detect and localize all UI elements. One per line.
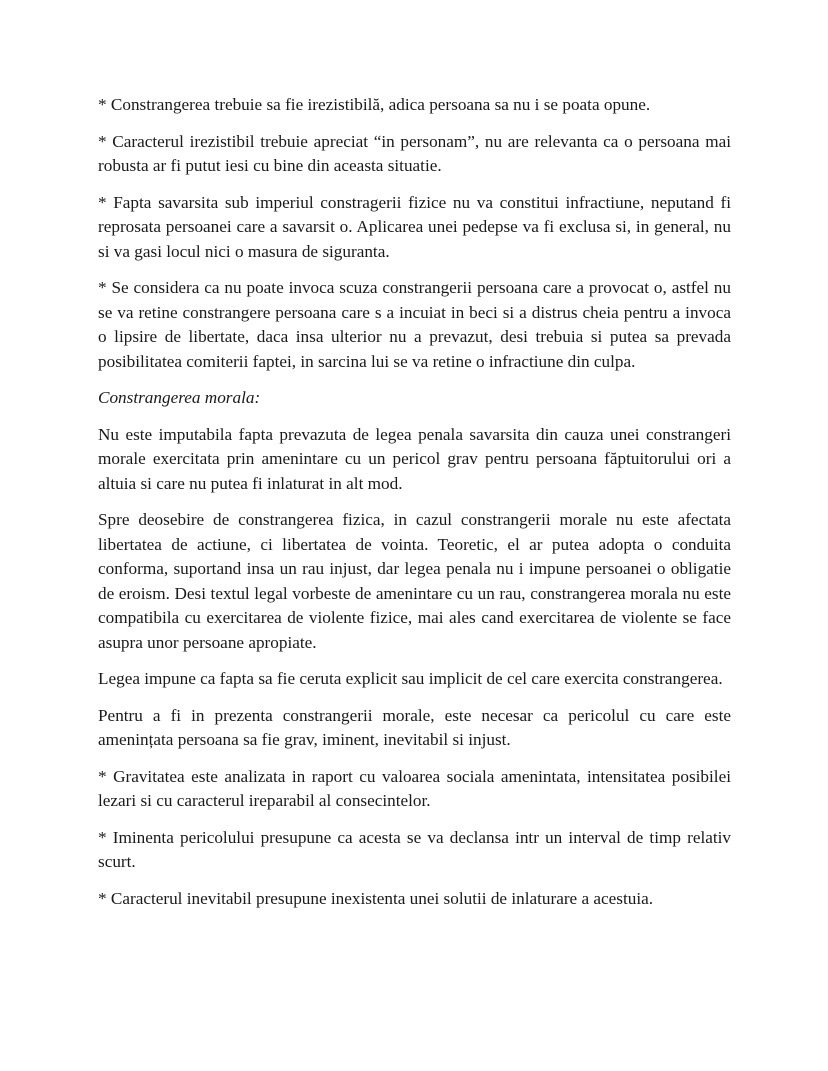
paragraph-in-personam: * Caracterul irezistibil trebuie apreciat “in personam”, nu are relevanta ca o persoana mai robusta ar fi putut iesi cu bine din aceasta situatie. (98, 131, 731, 175)
paragraph-deosebire: Spre deosebire de constrangerea fizica, in cazul constrangerii morale nu este afectata libertatea de actiune, ci libertatea de vointa. Teoretic, el ar putea adopta o conduita conforma, suportand insa un rau injust, dar legea penala nu i impune persoanei o obligatie de eroism. Desi textul legal vorbeste de amenintare cu un rau, constrangerea morala nu este compatibila cu exercitarea de violente fizice, mai ales cand exercitarea de violente se face asupra unor persoane apropiate. (98, 510, 731, 652)
paragraph-gravitatea: * Gravitatea este analizata in raport cu valoarea sociala amenintata, intensitatea posibilei lezari si cu caracterul ireparabil al consecintelor. (98, 766, 731, 810)
paragraph-scuza-constrangerii: * Se considera ca nu poate invoca scuza constrangerii persoana care a provocat o, astfel nu se va retine constrangere persoana care s a incuiat in beci si a distrus cheia pentru a invoca o lipsire de libertate, daca insa ulterior nu a prevazut, desi trebuia si putea sa prevada posibilitatea comiterii faptei, in sarcina lui se va retine o infractiune din culpa. (98, 278, 731, 371)
paragraph-inevitabil: * Caracterul inevitabil presupune inexistenta unei solutii de inlaturare a acestuia. (98, 888, 654, 908)
paragraph-legea-impune: Legea impune ca fapta sa fie ceruta explicit sau implicit de cel care exercita constrangerea. (98, 669, 723, 688)
paragraph-fapta-savarsita: * Fapta savarsita sub imperiul constragerii fizice nu va constitui infractiune, neputand fi reprosata persoanei care a savarsit o. Aplicarea unei pedepse va fi exclusa si, in general, nu si va gasi locul nici o masura de siguranta. (98, 192, 731, 261)
paragraph-iminenta: * Iminenta pericolului presupune ca acesta se va declansa intr un interval de timp relativ scurt. (98, 827, 731, 871)
paragraph-conditii-pericol: Pentru a fi in prezenta constrangerii morale, este necesar ca pericolul cu care este amenințata persoana sa fie grav, iminent, inevitabil si injust. (98, 705, 731, 749)
section-heading-constrangerea-morala: Constrangerea morala: (98, 388, 261, 407)
paragraph-irezistibila: * Constrangerea trebuie sa fie irezistibilă, adica persoana sa nu i se poata opune. (98, 95, 651, 114)
paragraph-definitie: Nu este imputabila fapta prevazuta de legea penala savarsita din cauza unei constrangeri morale exercitata prin amenintare cu un pericol grav pentru persoana făptuitorului ori a altuia si care nu putea fi inlaturat in alt mod. (98, 424, 731, 493)
document-page (98, 93, 731, 923)
